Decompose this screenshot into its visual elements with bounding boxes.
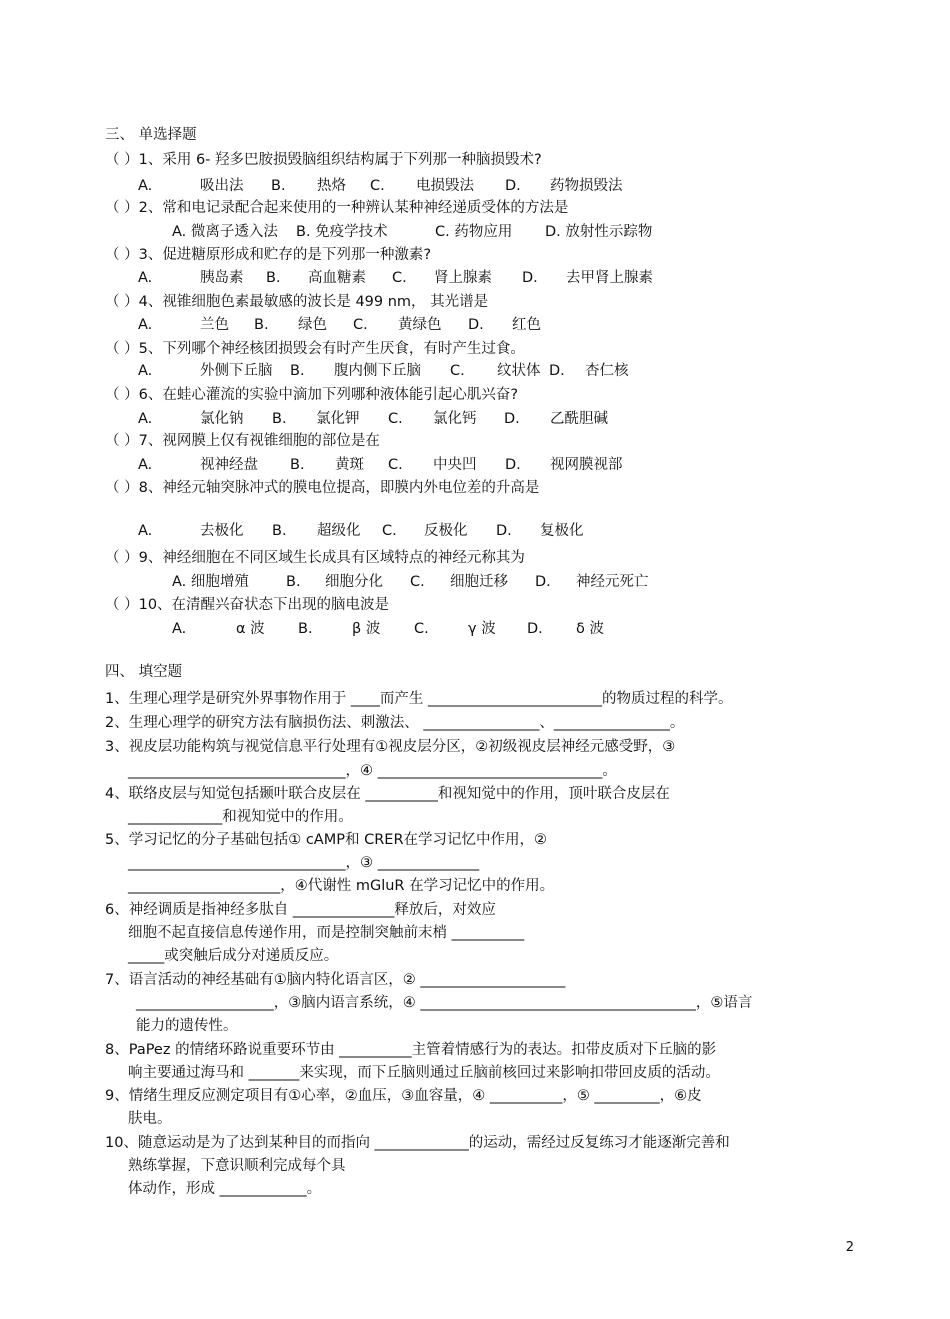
option-text: 外侧下丘脑 [200,363,273,379]
page-number: 2 [845,1240,854,1255]
option-text: 细胞分化 [325,574,383,590]
question-6: （ ）6、在蛙心灌流的实验中滴加下列哪种液体能引起心肌兴奋? [105,387,519,403]
option-text: 超级化 [317,523,361,539]
option-label: A. [138,411,153,427]
fill-line-7b: ___________________，③脑内语言系统，④ ______________________________________，⑤语言 [136,995,753,1011]
fill-line-10c: 体动作，形成 ____________。 [128,1181,322,1197]
option-text: β 波 [352,621,381,637]
fill-line-10b: 熟练掌握，下意识顺利完成每个具 [128,1158,346,1174]
option-text: 反极化 [424,523,468,539]
option-text: 吸出法 [200,178,244,194]
option: D. 放射性示踪物 [545,224,653,240]
option-label: D. [527,621,543,637]
option-text: 视神经盘 [200,457,258,473]
fill-line-5c: _____________________，④代谢性 mGluR 在学习记忆中的作用。 [128,878,555,894]
fill-line-2: 2、生理心理学的研究方法有脑损伤法、刺激法、 ________________、________________。 [105,715,685,731]
question-7: （ ）7、视网膜上仅有视锥细胞的部位是在 [105,433,380,449]
option-label: D. [505,457,521,473]
option-text: 兰色 [200,317,229,333]
fill-line-8b: 响主要通过海马和 _______来实现，而下丘脑则通过丘脑前核回过来影响扣带回皮质的活动。 [128,1065,720,1081]
fill-line-6b: 细胞不起直接信息传递作用，而是控制突触前末梢 __________ [128,925,525,941]
option-label: B. [272,523,287,539]
option-text: 绿色 [298,317,327,333]
fill-line-3b: ______________________________，④ _______________________________。 [128,763,617,779]
fill-line-4a: 4、联络皮层与知觉包括颞叶联合皮层在 __________和视知觉中的作用，顶叶联合皮层在 [105,786,670,802]
option-label: B. [286,574,301,590]
option-label: D. [505,178,521,194]
question-10: （ ）10、在清醒兴奋状态下出现的脑电波是 [105,597,390,613]
option-label: C. [370,178,385,194]
option-text: 纹状体 [497,363,541,379]
question-9: （ ）9、神经细胞在不同区域生长成具有区域特点的神经元称其为 [105,550,525,566]
option-label: A. [138,178,153,194]
fill-line-9a: 9、情绪生理反应测定项目有①心率，②血压，③血容量，④ __________，⑤ _________，⑥皮 [105,1088,702,1104]
fill-line-4b: _____________和视知觉中的作用。 [128,809,353,825]
option-text: 氯化钙 [433,411,477,427]
option-label: C. [392,270,407,286]
option-text: 高血糖素 [308,270,366,286]
option-text: 药物损毁法 [550,178,623,194]
option-text: 乙酰胆碱 [550,411,608,427]
option-label: A. [172,621,187,637]
question-2: （ ）2、常和电记录配合起来使用的一种辨认某种神经递质受体的方法是 [105,200,569,216]
question-8: （ ）8、神经元轴突脉冲式的膜电位提高，即膜内外电位差的升高是 [105,480,540,496]
fill-line-5b: ______________________________，③ ______________ [128,855,480,871]
fill-line-8a: 8、PaPez 的情绪环路说重要环节由 __________主管着情感行为的表达。扣带皮质对下丘脑的影 [105,1042,717,1058]
fill-line-10a: 10、随意运动是为了达到某种目的而指向 _____________的运动，需经过反复练习才能逐渐完善和 [105,1135,730,1151]
option-label: D. [496,523,512,539]
fill-line-3a: 3、视皮层功能构筑与视觉信息平行处理有①视皮层分区，②初级视皮层神经元感受野，③ [105,739,676,755]
option-label: C. [450,363,465,379]
option-label: C. [382,523,397,539]
option-label: D. [535,574,551,590]
option-label: B. [298,621,313,637]
option-label: C. [353,317,368,333]
fill-line-9b: 肤电。 [128,1111,172,1127]
option-text: 神经元死亡 [576,574,649,590]
option-text: 腹内侧下丘脑 [334,363,421,379]
option-text: 肾上腺素 [434,270,492,286]
option-label: D. [522,270,538,286]
fill-line-5a: 5、学习记忆的分子基础包括① cAMP和 CRER在学习记忆中作用，② [105,832,548,848]
option-label: B. [266,270,281,286]
option-label: D. [468,317,484,333]
option-text: 胰岛素 [200,270,244,286]
option-label: A. [138,457,153,473]
option-label: C. [414,621,429,637]
option-label: A. [138,363,153,379]
option-text: 细胞迁移 [450,574,508,590]
option-text: 电损毁法 [416,178,474,194]
fill-line-7c: 能力的遗传性。 [136,1018,238,1034]
option-label: D. [549,363,565,379]
option-text: 视网膜视部 [550,457,623,473]
option-label: C. [410,574,425,590]
option-text: 氯化钠 [200,411,244,427]
option-label: B. [271,178,286,194]
option-text: 去极化 [200,523,244,539]
question-5: （ ）5、下列哪个神经核团损毁会有时产生厌食，有时产生过食。 [105,341,525,357]
option-label: A. [138,317,153,333]
option-text: α 波 [236,621,265,637]
option-text: 复极化 [540,523,584,539]
option-label: B. [272,411,287,427]
option-text: 杏仁核 [585,363,629,379]
fill-line-1: 1、生理心理学是研究外界事物作用于 ____而产生 ________________________的物质过程的科学。 [105,691,733,707]
fill-line-6a: 6、神经调质是指神经多肽自 ______________释放后，对效应 [105,902,496,918]
option-label: A. [138,523,153,539]
option-text: 热烙 [317,178,346,194]
question-4: （ ）4、视锥细胞色素最敏感的波长是 499 nm， 其光谱是 [105,294,489,310]
option-label: C. [388,411,403,427]
option-label: D. [504,411,520,427]
option-text: 红色 [512,317,541,333]
fill-line-6c: _____或突触后成分对递质反应。 [128,948,339,964]
question-1: （ ）1、采用 6- 羟多巴胺损毁脑组织结构属于下列那一种脑损毁术? [105,152,542,168]
question-3: （ ）3、促进糖原形成和贮存的是下列那一种激素? [105,247,432,263]
option-label: B. [254,317,269,333]
fill-line-7a: 7、语言活动的神经基础有①脑内特化语言区，② ____________________ [105,972,566,988]
option: B. 免疫学技术 [296,224,388,240]
option: A. 细胞增殖 [172,574,249,590]
option-label: C. [388,457,403,473]
option-label: A. [138,270,153,286]
option-label: B. [290,363,305,379]
option: C. 药物应用 [435,224,513,240]
option-text: γ 波 [468,621,496,637]
option-text: 中央凹 [433,457,477,473]
section3-title: 三、 单选择题 [105,127,197,143]
option-text: 去甲肾上腺素 [566,270,653,286]
option-text: δ 波 [576,621,604,637]
option-text: 黄绿色 [398,317,442,333]
section4-title: 四、 填空题 [105,664,183,680]
option: A. 微离子透入法 [172,224,278,240]
option-text: 黄斑 [335,457,364,473]
option-text: 氯化钾 [316,411,360,427]
option-label: B. [290,457,305,473]
